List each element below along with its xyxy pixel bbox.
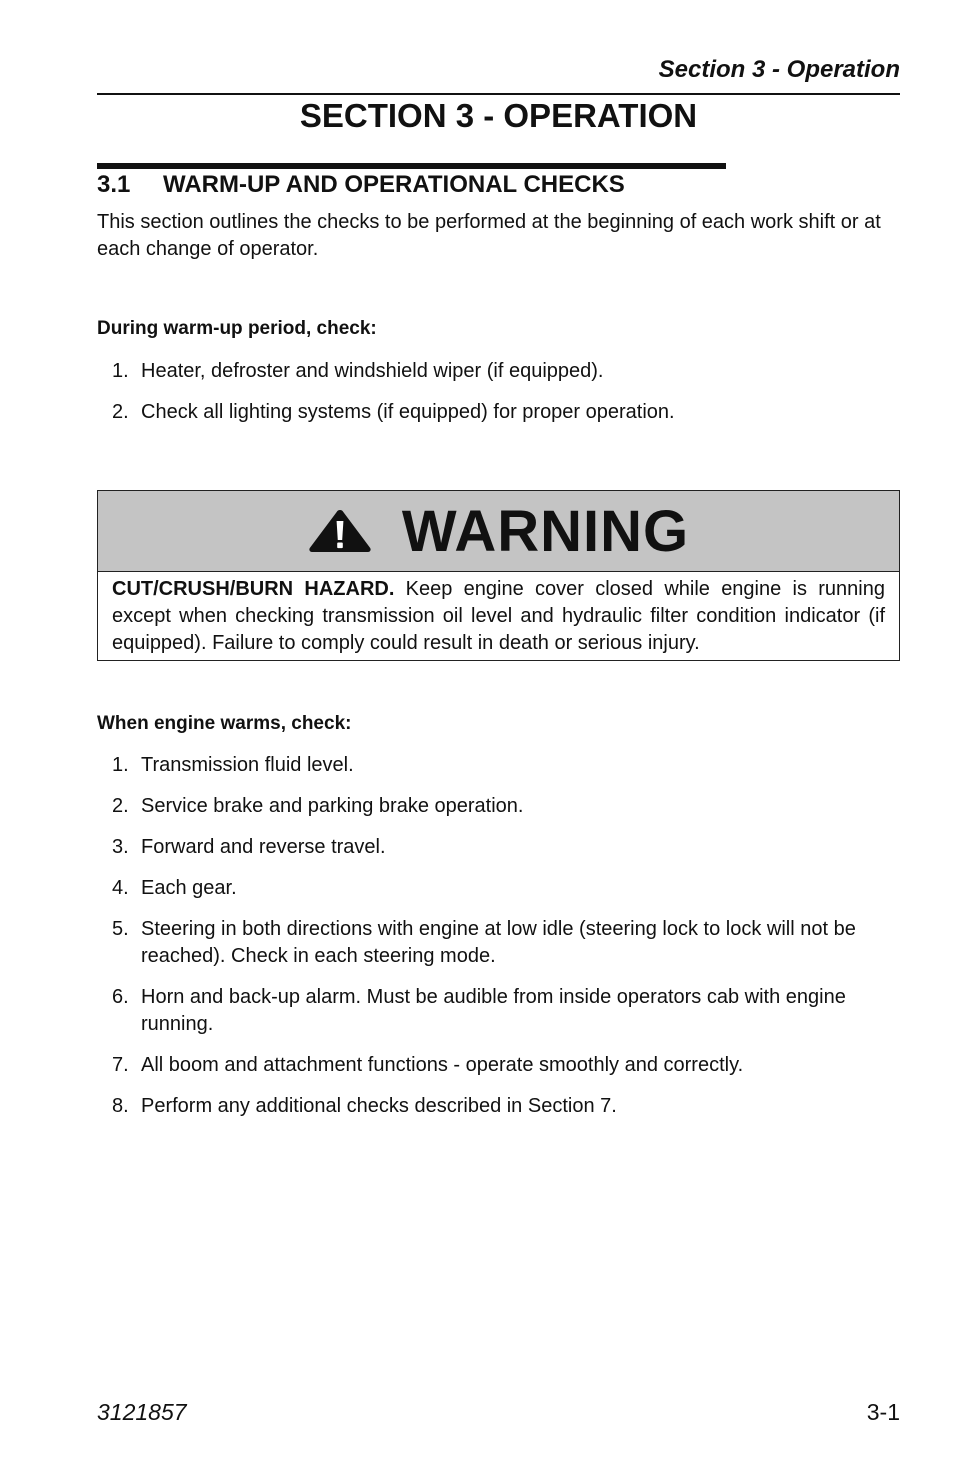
- list-item-text: Check all lighting systems (if equipped) for proper operation.: [141, 401, 675, 423]
- list-item-number: 8.: [112, 1095, 129, 1117]
- warmup-list: [97, 358, 900, 440]
- engine-warm-heading: When engine warms, check:: [97, 713, 352, 734]
- list-item: [97, 1052, 900, 1079]
- list-item-text: Transmission fluid level.: [141, 754, 354, 776]
- list-item: [97, 358, 900, 385]
- list-item-text: Service brake and parking brake operation.: [141, 795, 524, 817]
- list-item-number: 6.: [112, 986, 129, 1008]
- document-number: 3121857: [97, 1399, 187, 1425]
- subsection-rule: [97, 163, 726, 169]
- subsection-number: 3.1: [97, 171, 131, 198]
- list-item: [97, 752, 900, 779]
- list-item-number: 2.: [112, 401, 129, 423]
- intro-paragraph: This section outlines the checks to be performed at the beginning of each work shift or at each change of operator.: [97, 211, 881, 260]
- list-item-text: Steering in both directions with engine at low idle (steering lock to lock will not be reached). Check in each steering mode.: [141, 918, 856, 967]
- list-item: [97, 984, 900, 1038]
- subsection-heading: [97, 171, 625, 199]
- warning-message: [112, 576, 885, 657]
- list-item-number: 5.: [112, 918, 129, 940]
- list-item: [97, 875, 900, 902]
- list-item: [97, 834, 900, 861]
- warning-triangle-icon: [308, 509, 372, 553]
- list-item-text: Horn and back-up alarm. Must be audible from inside operators cab with engine running.: [141, 986, 846, 1035]
- list-item-number: 4.: [112, 877, 129, 899]
- warning-body: Keep engine cover closed while engine is running except when checking transmission oil level and hydraulic filter condition indicator (if equipped). Failure to comply could result in death or serious injury.: [112, 578, 885, 654]
- list-item-number: 3.: [112, 836, 129, 858]
- header-rule: [97, 93, 900, 95]
- list-item-text: Heater, defroster and windshield wiper (if equipped).: [141, 360, 604, 382]
- list-item: [97, 399, 900, 426]
- list-item-text: Perform any additional checks described in Section 7.: [141, 1095, 617, 1117]
- warning-box: [97, 490, 900, 661]
- engine-warm-list: [97, 752, 900, 1134]
- list-item-number: 7.: [112, 1054, 129, 1076]
- list-item: [97, 1093, 900, 1120]
- hazard-label: CUT/CRUSH/BURN HAZARD.: [112, 578, 395, 600]
- warmup-heading: During warm-up period, check:: [97, 318, 377, 339]
- list-item-text: All boom and attachment functions - operate smoothly and correctly.: [141, 1054, 744, 1076]
- list-item-text: Each gear.: [141, 877, 237, 899]
- list-item: [97, 916, 900, 970]
- page-number: 3-1: [866, 1399, 900, 1425]
- running-header: Section 3 - Operation: [658, 56, 900, 83]
- section-title: SECTION 3 - OPERATION: [299, 97, 698, 134]
- list-item-number: 1.: [112, 754, 129, 776]
- list-item-text: Forward and reverse travel.: [141, 836, 386, 858]
- warning-title: WARNING: [401, 498, 690, 564]
- list-item-number: 2.: [112, 795, 129, 817]
- warning-banner: [98, 491, 899, 572]
- list-item: [97, 793, 900, 820]
- subsection-title: WARM-UP AND OPERATIONAL CHECKS: [163, 171, 625, 198]
- list-item-number: 1.: [112, 360, 129, 382]
